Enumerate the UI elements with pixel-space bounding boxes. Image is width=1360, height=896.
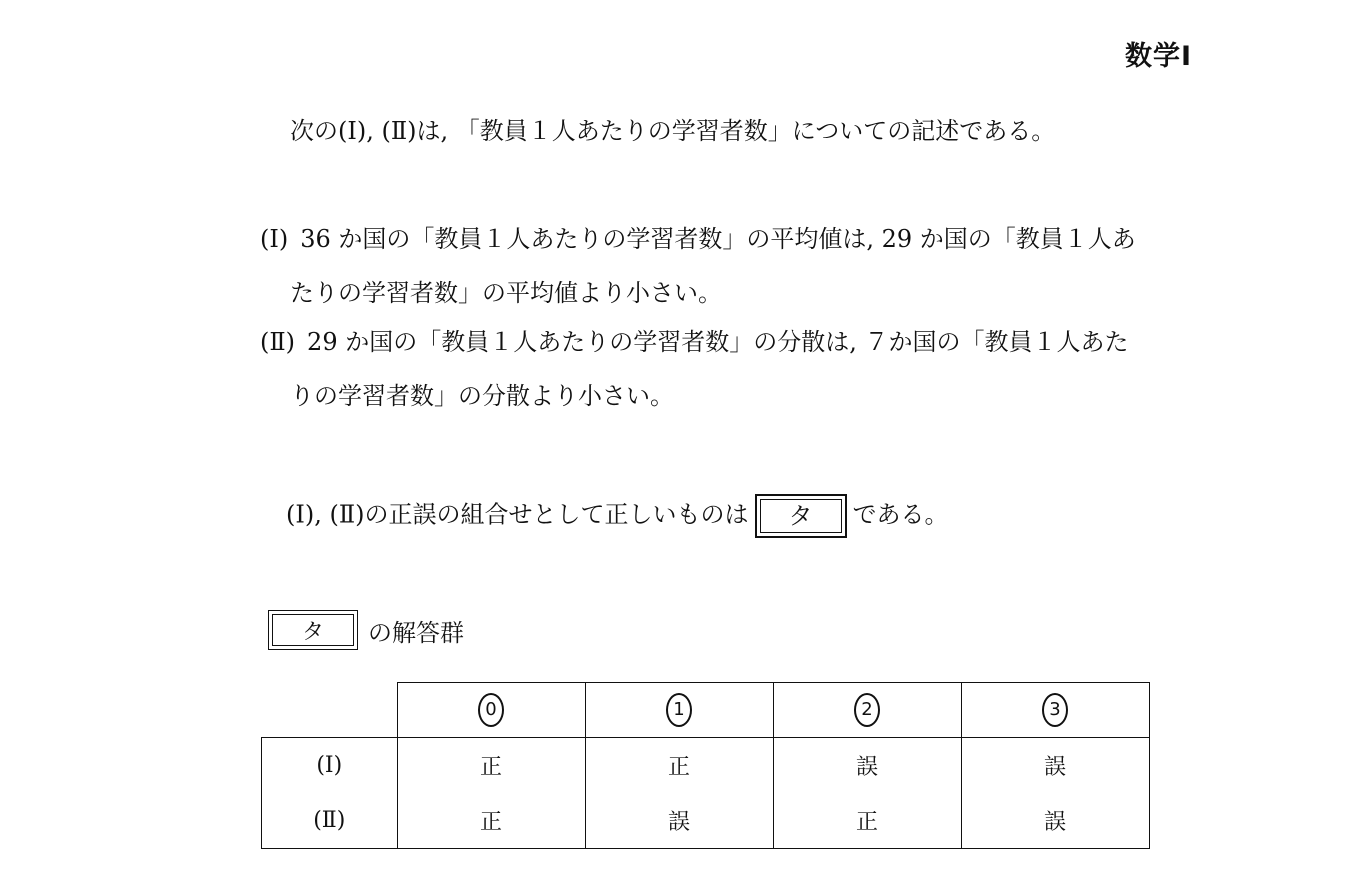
statement-1-line-1 bbox=[260, 222, 1136, 256]
statement-1-label: (Ⅰ) bbox=[260, 225, 289, 253]
choices-box-label: タ bbox=[272, 614, 354, 646]
intro-text: 次の(Ⅰ), (Ⅱ)は, 「教員１人あたりの学習者数」についての記述である。 bbox=[290, 117, 1056, 145]
question-line bbox=[286, 494, 949, 538]
option-0-number: 0 bbox=[478, 693, 504, 727]
option-2[interactable] bbox=[773, 683, 961, 738]
statement-2-line-1 bbox=[260, 325, 1128, 359]
table-row bbox=[262, 793, 1150, 849]
choices-header-row bbox=[262, 683, 1150, 738]
table-row bbox=[262, 738, 1150, 794]
statement-2-line-2: りの学習者数」の分散より小さい。 bbox=[290, 382, 674, 410]
table-cell: 誤 bbox=[961, 793, 1149, 849]
row-label: (Ⅱ) bbox=[262, 793, 398, 849]
choices-heading-text: の解答群 bbox=[368, 618, 464, 647]
row-label: (Ⅰ) bbox=[262, 738, 398, 794]
answer-box-label: タ bbox=[760, 499, 842, 533]
statement-2-label: (Ⅱ) bbox=[260, 328, 296, 356]
option-1-number: 1 bbox=[666, 693, 692, 727]
choices-heading bbox=[268, 610, 464, 650]
option-2-number: 2 bbox=[854, 693, 880, 727]
statement-1-text: 36 か国の「教員１人あたりの学習者数」の平均値は, 29 か国の「教員１人あ bbox=[300, 225, 1136, 253]
statement-2-text: 29 か国の「教員１人あたりの学習者数」の分散は, ７か国の「教員１人あた bbox=[307, 328, 1129, 356]
question-text: (Ⅰ), (Ⅱ)の正誤の組合せとして正しいものは bbox=[286, 500, 749, 529]
choices-table bbox=[261, 682, 1150, 849]
statement-1-line-2: たりの学習者数」の平均値より小さい。 bbox=[290, 279, 722, 307]
table-cell: 正 bbox=[773, 793, 961, 849]
table-cell: 正 bbox=[397, 738, 585, 794]
option-3[interactable] bbox=[961, 683, 1149, 738]
table-cell: 正 bbox=[585, 738, 773, 794]
table-cell: 誤 bbox=[961, 738, 1149, 794]
table-cell: 誤 bbox=[773, 738, 961, 794]
option-0[interactable] bbox=[397, 683, 585, 738]
option-3-number: 3 bbox=[1042, 693, 1068, 727]
option-1[interactable] bbox=[585, 683, 773, 738]
answer-box[interactable] bbox=[755, 494, 847, 538]
table-cell: 誤 bbox=[585, 793, 773, 849]
question-suffix: である。 bbox=[852, 500, 949, 529]
subject-title: 数学Ⅰ bbox=[1124, 41, 1192, 72]
table-cell: 正 bbox=[397, 793, 585, 849]
choices-box bbox=[268, 610, 358, 650]
table-corner bbox=[262, 683, 398, 738]
